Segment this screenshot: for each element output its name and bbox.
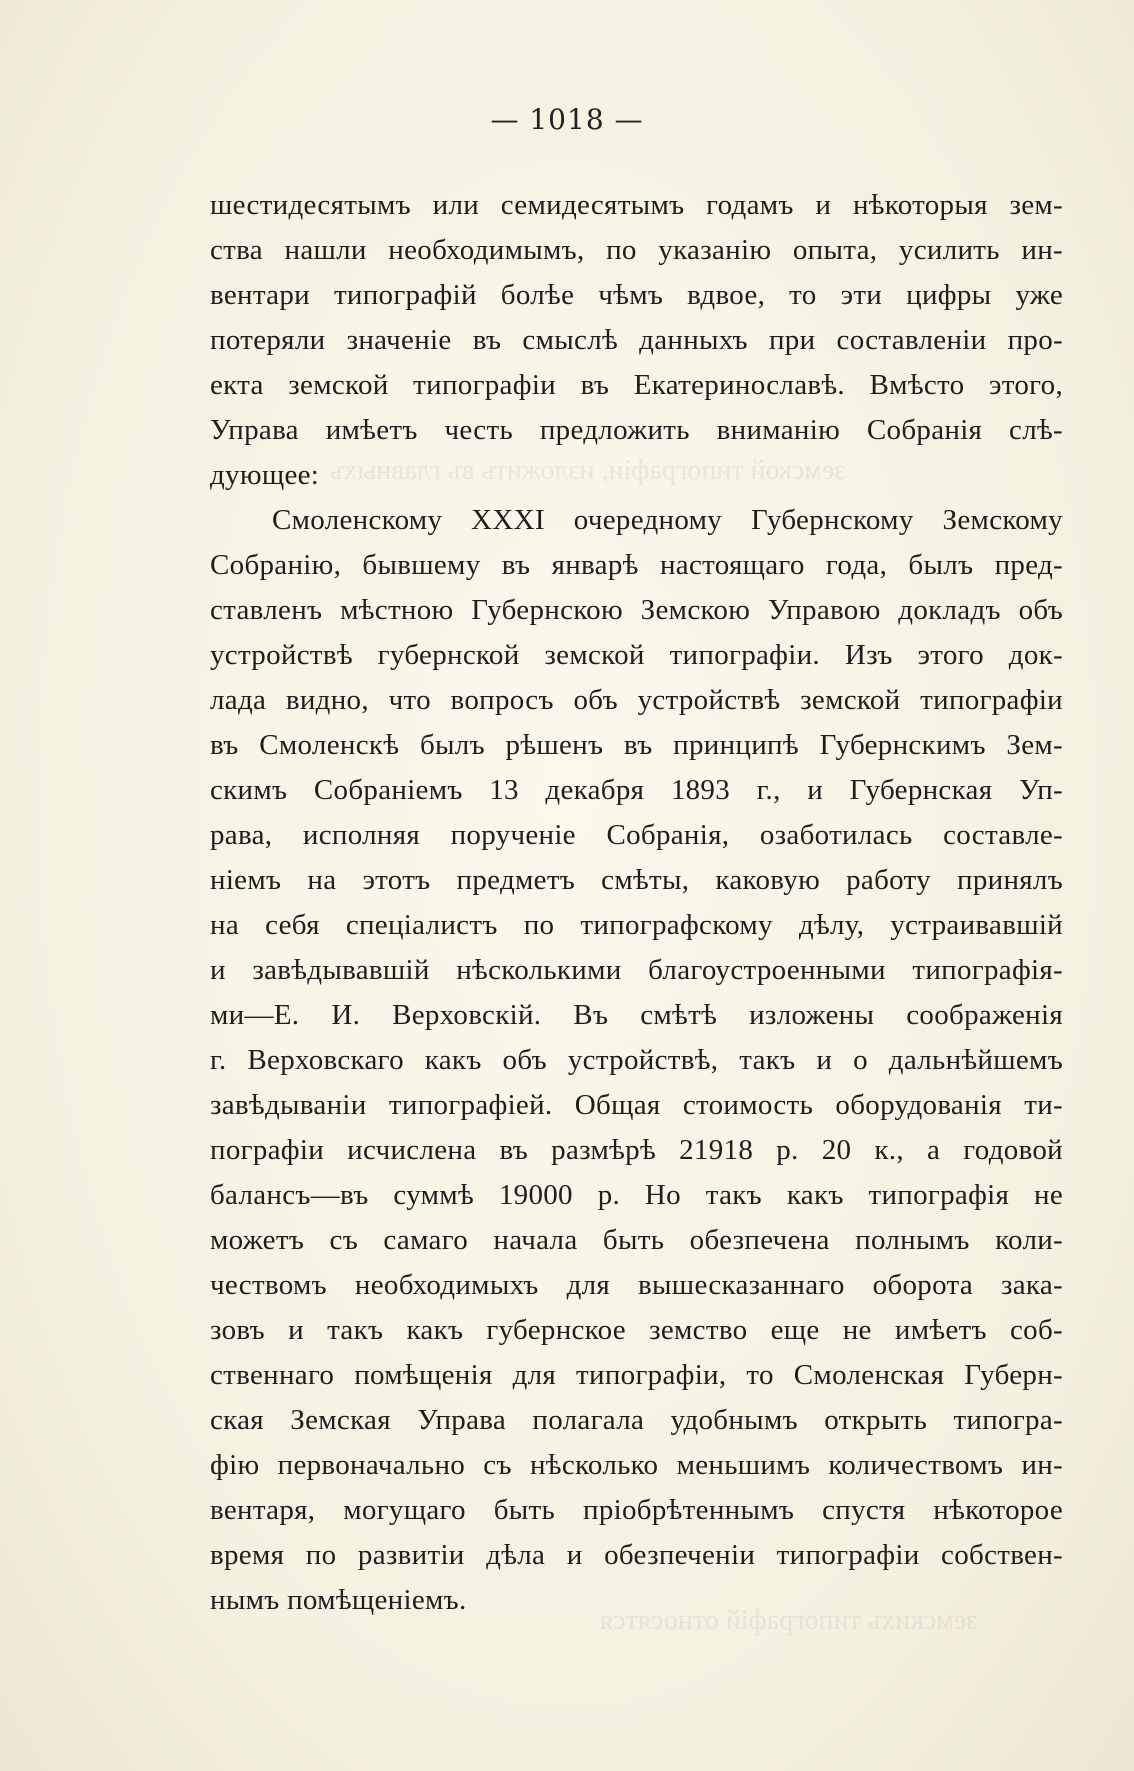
- body-text: [210, 183, 1063, 1623]
- text-line: вентари типографій болѣе чѣмъ вдвое, то эти цифры уже: [210, 279, 1063, 311]
- text-line: фію первоначально съ нѣсколько меньшимъ количествомъ ин-: [210, 1449, 1063, 1481]
- text-line: въ Смоленскѣ былъ рѣшенъ въ принципѣ Губернскимъ Зем-: [210, 729, 1063, 761]
- text-line: екта земской типографіи въ Екатеринославѣ. Вмѣсто этого,: [210, 369, 1063, 401]
- paragraph: [210, 498, 1063, 1623]
- text-line: чествомъ необходимыхъ для вышесказаннаго оборота зака-: [210, 1269, 1063, 1301]
- text-line: и завѣдывавшій нѣсколькими благоустроенными типографія-: [210, 954, 1063, 986]
- text-line: рава, исполняя порученіе Собранія, озаботилась составле-: [210, 819, 1063, 851]
- paragraph: [210, 183, 1063, 498]
- text-line: балансъ—въ суммѣ 19000 р. Но такъ какъ типографія не: [210, 1179, 1063, 1211]
- text-line: скимъ Собраніемъ 13 декабря 1893 г., и Губернская Уп-: [210, 774, 1063, 806]
- text-line: на себя спеціалистъ по типографскому дѣлу, устраивавшій: [210, 909, 1063, 941]
- text-line: шестидесятымъ или семидесятымъ годамъ и нѣкоторыя зем-: [210, 189, 1063, 221]
- text-line: вентаря, могущаго быть пріобрѣтеннымъ спустя нѣкоторое: [210, 1494, 1063, 1526]
- text-line: ская Земская Управа полагала удобнымъ открыть типогра-: [210, 1404, 1063, 1436]
- text-line: ственнаго помѣщенія для типографіи, то Смоленская Губерн-: [210, 1359, 1063, 1391]
- text-line: время по развитіи дѣла и обезпеченіи типографіи собствен-: [210, 1539, 1063, 1571]
- page-number: — 1018 —: [490, 103, 644, 136]
- text-line: ми—Е. И. Верховскій. Въ смѣтѣ изложены соображенія: [210, 999, 1063, 1031]
- show-through-text: земскихъ типографій относятся: [600, 1605, 978, 1636]
- show-through-text: земской типографіи, изложить въ главныхъ: [330, 455, 846, 486]
- text-line: ставленъ мѣстною Губернскою Земскою Управою докладъ объ: [210, 594, 1063, 626]
- text-line: Смоленскому XXXI очередному Губернскому Земскому: [272, 504, 1063, 536]
- text-line: лада видно, что вопросъ объ устройствѣ земской типографіи: [210, 684, 1063, 716]
- text-line: Управа имѣетъ честь предложить вниманію Собранія слѣ-: [210, 414, 1063, 446]
- text-line: Собранію, бывшему въ январѣ настоящаго года, былъ пред-: [210, 549, 1063, 581]
- text-line: дующее:: [210, 459, 320, 491]
- text-line: нымъ помѣщеніемъ.: [210, 1584, 467, 1616]
- text-line: завѣдываніи типографіей. Общая стоимость оборудованія ти-: [210, 1089, 1063, 1121]
- text-line: устройствѣ губернской земской типографіи. Изъ этого док-: [210, 639, 1063, 671]
- text-line: зовъ и такъ какъ губернское земство еще не имѣетъ соб-: [210, 1314, 1063, 1346]
- text-line: ства нашли необходимымъ, по указанію опыта, усилить ин-: [210, 234, 1063, 266]
- text-line: можетъ съ самаго начала быть обезпечена полнымъ коли-: [210, 1224, 1063, 1256]
- text-line: потеряли значеніе въ смыслѣ данныхъ при составленіи про-: [210, 324, 1063, 356]
- text-line: г. Верховскаго какъ объ устройствѣ, такъ и о дальнѣйшемъ: [210, 1044, 1063, 1076]
- text-line: пографіи исчислена въ размѣрѣ 21918 р. 20 к., а годовой: [210, 1134, 1063, 1166]
- text-line: ніемъ на этотъ предметъ смѣты, каковую работу принялъ: [210, 864, 1063, 896]
